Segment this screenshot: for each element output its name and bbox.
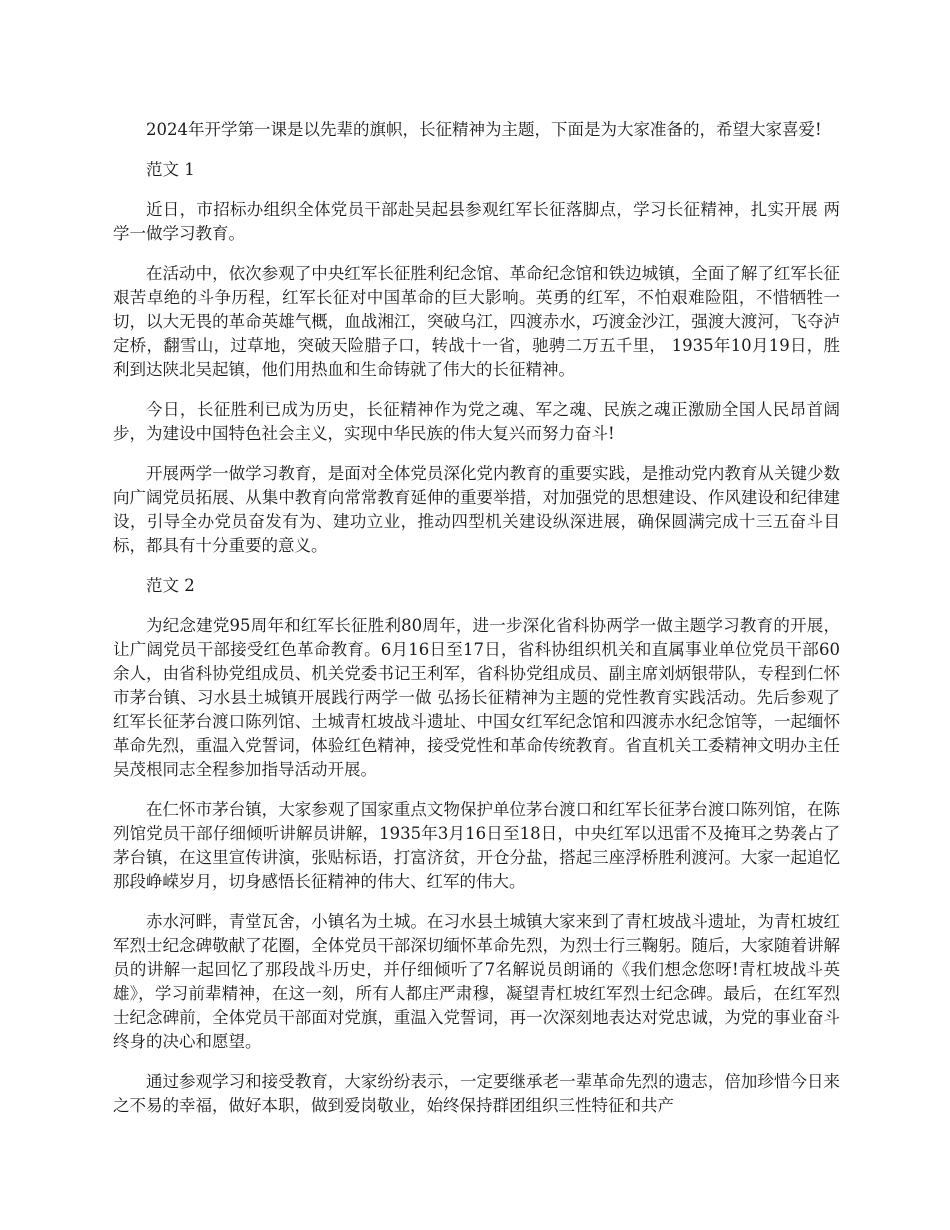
paragraph: 赤水河畔，青堂瓦舍，小镇名为土城。在习水县土城镇大家来到了青杠坡战斗遗址，为青杠坡红军烈士纪念碑敬献了花圈，全体党员干部深切缅怀革命先烈，为烈士行三鞠躬。随后，大家随着讲解员的讲解一起回忆了那段战斗历史，并仔细倾听了7名解说员朗诵的《我们想念您呀!青杠坡战斗英雄》，学习前辈精神，在这一刻，所有人都庄严肃穆，凝望青杠坡红军烈士纪念碑。最后，在红军烈士纪念碑前，全体党员干部面对党旗，重温入党誓词，再一次深刻地表达对党忠诚，为党的事业奋斗终身的决心和愿望。 xyxy=(113,912,840,1051)
paragraph: 在活动中，依次参观了中央红军长征胜利纪念馆、革命纪念馆和铁边城镇，全面了解了红军长征艰苦卓绝的斗争历程，红军长征对中国革命的巨大影响。英勇的红军，不怕艰难险阻，不惜牺牲一切，以大无畏的革命英雄气概，血战湘江，突破乌江，四渡赤水，巧渡金沙江，强渡大渡河，飞夺泸定桥，翻雪山，过草地，突破天险腊子口，转战十一省，驰骋二万五千里， 1935年10月19日，胜利到达陕北吴起镇，他们用热血和生命铸就了伟大的长征精神。 xyxy=(113,264,840,379)
paragraph: 开展两学一做学习教育，是面对全体党员深化党内教育的重要实践，是推动党内教育从关键少数向广阔党员拓展、从集中教育向常常教育延伸的重要举措，对加强党的思想建设、作风建设和纪律建设，引导全办党员奋发有为、建功立业，推动四型机关建设纵深进展，确保圆满完成十三五奋斗目标，都具有十分重要的意义。 xyxy=(113,464,840,555)
paragraph: 近日，市招标办组织全体党员干部赴吴起县参观红军长征落脚点，学习长征精神，扎实开展 两学一做学习教育。 xyxy=(113,200,840,243)
paragraph: 今日，长征胜利已成为历史，长征精神作为党之魂、军之魂、民族之魂正激励全国人民昂首阔步，为建设中国特色社会主义，实现中华民族的伟大复兴而努力奋斗! xyxy=(113,400,840,443)
paragraph: 为纪念建党95周年和红军长征胜利80周年，进一步深化省科协两学一做主题学习教育的开展，让广阔党员干部接受红色革命教育。6月16日至17日，省科协组织机关和直属事业单位党员干部60余人，由省科协党组成员、机关党委书记王利军，省科协党组成员、副主席刘炳银带队，专程到仁怀市茅台镇、习水县土城镇开展践行两学一做 弘扬长征精神为主题的党性教育实践活动。先后参观了红军长征茅台渡口陈列馆、土城青杠坡战斗遗址、中国女红军纪念馆和四渡赤水纪念馆等，一起缅怀革命先烈，重温入党誓词，体验红色精神，接受党性和革命传统教育。省直机关工委精神文明办主任吴茂根同志全程参加指导活动开展。 xyxy=(113,616,840,779)
section-heading-1: 范文 1 xyxy=(146,160,195,179)
paragraph: 通过参观学习和接受教育，大家纷纷表示，一定要继承老一辈革命先烈的遗志，倍加珍惜今日来之不易的幸福，做好本职，做到爱岗敬业，始终保持群团组织三性特征和共产 xyxy=(113,1072,840,1115)
paragraph: 在仁怀市茅台镇，大家参观了国家重点文物保护单位茅台渡口和红军长征茅台渡口陈列馆，在陈列馆党员干部仔细倾听讲解员讲解，1935年3月16日至18日，中央红军以迅雷不及掩耳之势袭占了茅台镇，在这里宣传讲演，张贴标语，打富济贫，开仓分盐，搭起三座浮桥胜利渡河。大家一起追忆那段峥嵘岁月，切身感悟长征精神的伟大、红军的伟大。 xyxy=(113,800,840,891)
section-heading-2: 范文 2 xyxy=(146,576,195,595)
intro-paragraph: 2024年开学第一课是以先辈的旗帜，长征精神为主题，下面是为大家准备的，希望大家喜爱! xyxy=(146,120,822,139)
document-page xyxy=(113,118,840,1134)
